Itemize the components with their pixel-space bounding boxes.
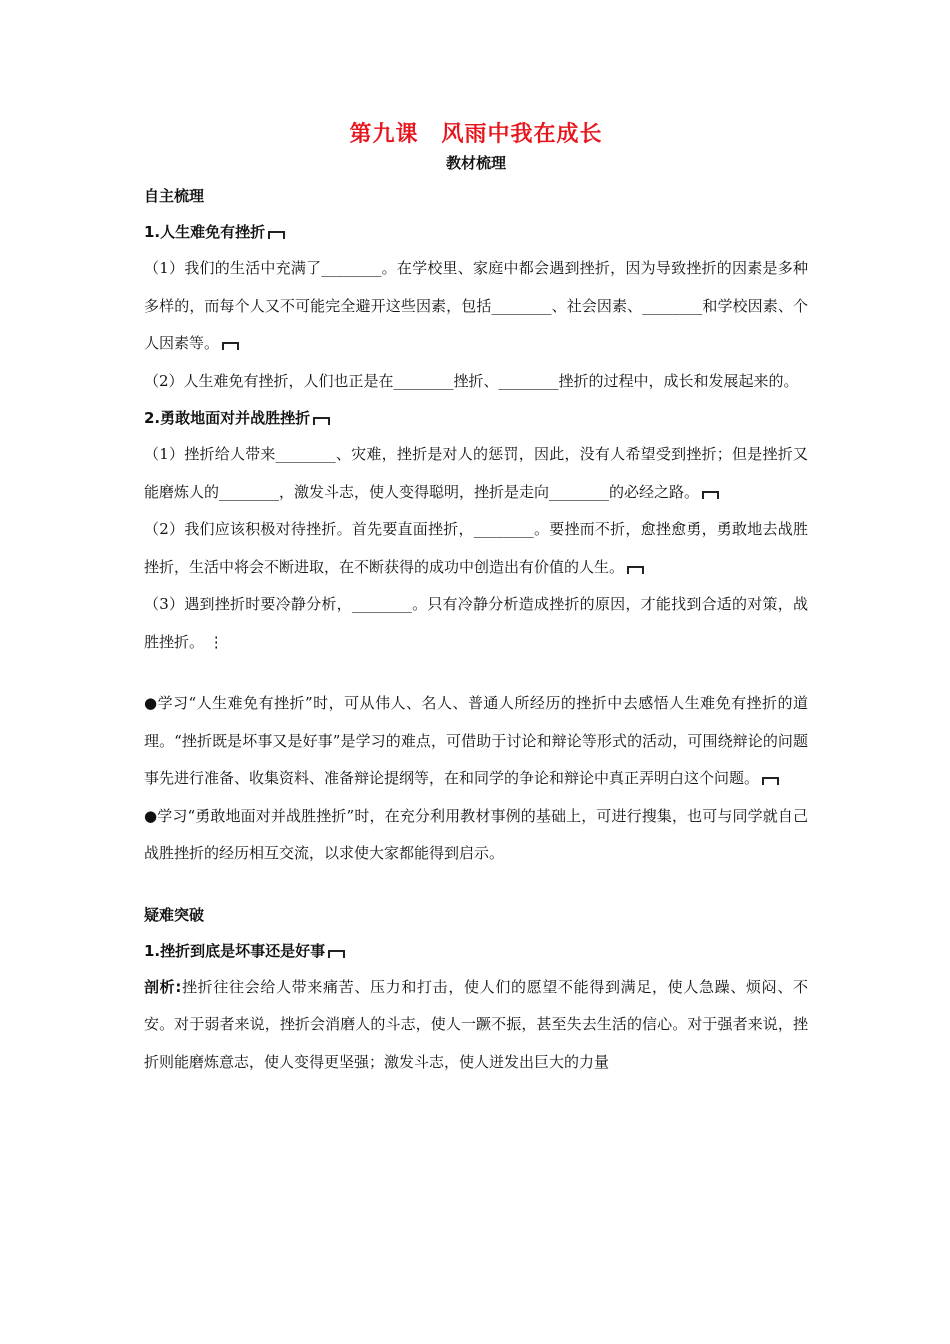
analysis-label: 剖析: — [144, 977, 182, 996]
paragraph-2-1-text: （1）挫折给人带来________、灾难，挫折是对人的惩罚，因此，没有人希望受到挫折；但是挫折又能磨炼人的________，激发斗志，使人变得聪明，挫折是走向________的必经之路。 — [144, 445, 808, 501]
study-tip-1-text: ●学习“人生难免有挫折”时，可从伟人、名人、普通人所经历的挫折中去感悟人生难免有挫折的道理。“挫折既是坏事又是好事”是学习的难点，可借助于讨论和辩论等形式的活动，可围绕辩论的问题事先进行准备、收集资料、准备辩论提纲等，在和同学的争论和辩论中真正弄明白这个问题。 — [144, 694, 808, 787]
vertical-ellipsis-icon: ⋮ — [208, 632, 224, 651]
bracket-mark-icon — [313, 417, 330, 425]
bracket-mark-icon — [627, 566, 644, 574]
difficulty-heading-1-text: 1.挫折到底是坏事还是好事 — [144, 941, 326, 960]
lesson-title: 第九课 风雨中我在成长 — [349, 122, 603, 147]
bracket-mark-icon — [702, 491, 719, 499]
section-heading-self-study: 自主梳理 — [144, 187, 205, 205]
topic-heading-2-text: 2.勇敢地面对并战胜挫折 — [144, 409, 311, 427]
topic-heading-2 — [144, 400, 808, 436]
bracket-mark-icon — [268, 231, 285, 239]
study-tip-1 — [144, 685, 808, 798]
analysis-paragraph — [144, 969, 808, 1082]
document-page — [144, 118, 808, 1081]
bracket-mark-icon — [328, 950, 345, 958]
analysis-text: 挫折往往会给人带来痛苦、压力和打击，使人们的愿望不能得到满足，使人急躁、烦闷、不安。对于弱者来说，挫折会消磨人的斗志，使人一蹶不振，甚至失去生活的信心。对于强者来说，挫折则能磨炼意志，使人变得更坚强；激发斗志，使人迸发出巨大的力量 — [144, 977, 808, 1071]
paragraph-2-1 — [144, 436, 808, 511]
paragraph-2-3-text: （3）遇到挫折时要冷静分析，________。只有冷静分析造成挫折的原因，才能找到合适的对策，战胜挫折。 — [144, 595, 808, 651]
paragraph-2-2 — [144, 511, 808, 586]
paragraph-1-2: （2）人生难免有挫折，人们也正是在________挫折、________挫折的过程中，成长和发展起来的。 — [144, 371, 799, 390]
paragraph-1-1-text: （1）我们的生活中充满了________。在学校里、家庭中都会遇到挫折，因为导致挫折的因素是多种多样的，而每个人又不可能完全避开这些因素，包括________、社会因素、________和学校因素、个人因素等。 — [144, 259, 808, 352]
difficulty-heading-1 — [144, 933, 808, 969]
spacer — [144, 661, 808, 685]
bracket-mark-icon — [762, 777, 779, 785]
bracket-mark-icon — [222, 342, 239, 350]
paragraph-2-2-text: （2）我们应该积极对待挫折。首先要直面挫折，________。要挫而不折，愈挫愈勇，勇敢地去战胜挫折，生活中将会不断进取，在不断获得的成功中创造出有价值的人生。 — [144, 520, 808, 576]
study-tip-2: ●学习“勇敢地面对并战胜挫折”时，在充分利用教材事例的基础上，可进行搜集，也可与同学就自己战胜挫折的经历相互交流，以求使大家都能得到启示。 — [144, 806, 808, 862]
paragraph-1-1 — [144, 250, 808, 363]
paragraph-2-3 — [144, 586, 808, 661]
section-heading-difficulties: 疑难突破 — [144, 905, 205, 924]
topic-heading-1 — [144, 214, 808, 250]
spacer — [144, 873, 808, 897]
lesson-subtitle: 教材梳理 — [445, 154, 506, 172]
topic-heading-1-text: 1.人生难免有挫折 — [144, 223, 266, 241]
